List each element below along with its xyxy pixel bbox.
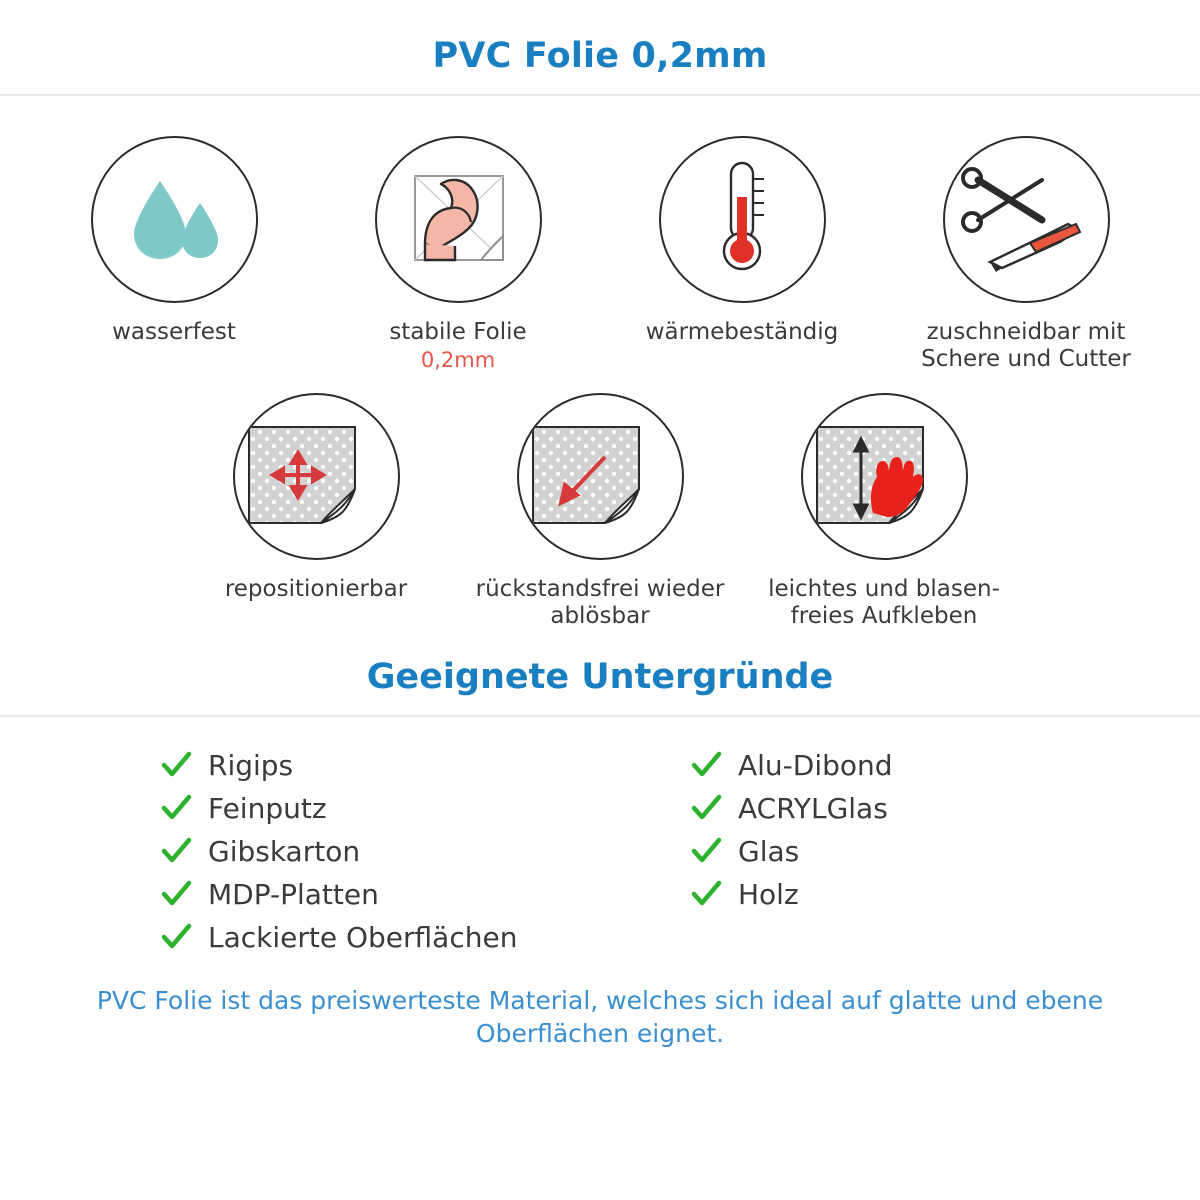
feature-wasserfest (49, 136, 299, 346)
feature-label: wasserfest (112, 319, 236, 345)
list-item-label: Lackierte Oberflächen (208, 920, 518, 954)
list-item (160, 792, 630, 825)
feature-label: stabile Folie (389, 319, 527, 345)
check-icon (690, 835, 722, 867)
scissors-cutter-icon (956, 158, 1096, 282)
surfaces-list-right (690, 749, 1050, 954)
thermometer-icon (702, 153, 782, 287)
feature-blasenfreies-aufkleben (759, 393, 1009, 630)
feature-label: rückstandsfrei wieder ablösbar (475, 576, 725, 630)
surfaces-title-band (0, 657, 1200, 717)
check-icon (160, 792, 192, 824)
feature-label: repositionierbar (224, 576, 408, 603)
list-item-label: Feinputz (208, 791, 327, 825)
feature-repositionierbar (191, 393, 441, 603)
list-item (690, 835, 1050, 868)
list-item (160, 749, 630, 782)
peel-off-arrow-icon (519, 393, 682, 560)
feature-sublabel: 0,2mm (420, 348, 496, 373)
surfaces-title: Geeignete Untergründe (366, 656, 834, 697)
feature-waermebestaendig (617, 136, 867, 346)
feature-icon-circle (801, 393, 968, 560)
check-icon (690, 749, 722, 781)
feature-label: wärmebeständig (645, 319, 839, 345)
water-drops-icon (114, 163, 234, 277)
list-item (160, 921, 630, 954)
footer-note: PVC Folie ist das preiswerteste Material, welches sich ideal auf glatte und ebene Oberflächen eignet. (96, 985, 1104, 1049)
list-item (690, 792, 1050, 825)
list-item (160, 835, 630, 868)
check-icon (160, 835, 192, 867)
feature-label: leichtes und blasen-freies Aufkleben (768, 576, 1000, 630)
feature-row-1 (0, 136, 1200, 373)
feature-icon-circle (517, 393, 684, 560)
feature-icon-circle (91, 136, 258, 303)
check-icon (160, 921, 192, 953)
feature-stabile-folie (333, 136, 583, 372)
page-title-band (0, 0, 1200, 96)
feature-icon-circle (233, 393, 400, 560)
flexing-arm-icon (377, 136, 540, 303)
surfaces-lists (0, 749, 1200, 954)
list-item-label: Alu-Dibond (738, 748, 893, 782)
feature-icon-circle (943, 136, 1110, 303)
page-title: PVC Folie 0,2mm (432, 36, 768, 76)
list-item-label: Gibskarton (208, 834, 361, 868)
list-item-label: ACRYLGlas (738, 791, 888, 825)
feature-zuschneidbar (901, 136, 1151, 373)
feature-row-2 (0, 393, 1200, 630)
check-icon (160, 749, 192, 781)
list-item-label: Holz (738, 877, 799, 911)
list-item-label: Rigips (208, 748, 294, 782)
list-item-label: Glas (738, 834, 800, 868)
check-icon (690, 878, 722, 910)
list-item (690, 878, 1050, 911)
check-icon (160, 878, 192, 910)
list-item (690, 749, 1050, 782)
feature-icon-circle (659, 136, 826, 303)
feature-rueckstandsfrei (475, 393, 725, 630)
feature-label: zuschneidbar mit Schere und Cutter (921, 319, 1131, 373)
feature-icon-circle (375, 136, 542, 303)
list-item-label: MDP-Platten (208, 877, 379, 911)
list-item (160, 878, 630, 911)
reposition-arrows-icon (235, 393, 398, 560)
surfaces-list-left (150, 749, 630, 954)
hand-bubble-free-icon (803, 393, 966, 560)
check-icon (690, 792, 722, 824)
